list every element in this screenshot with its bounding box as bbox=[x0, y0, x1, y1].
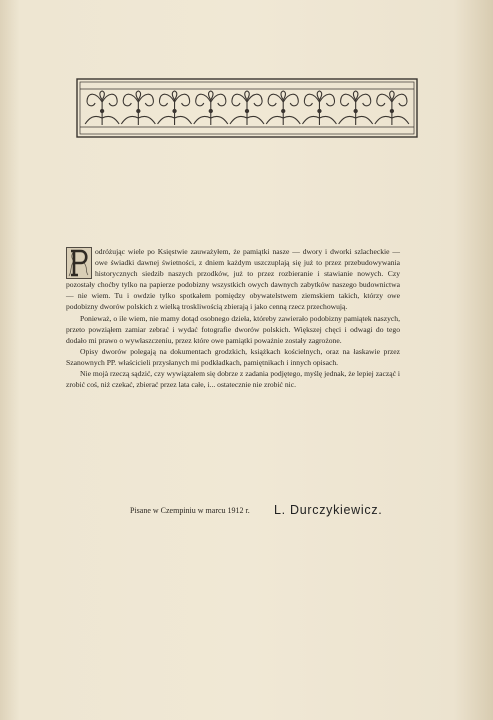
dropcap-p-icon bbox=[66, 247, 92, 279]
place-date-line: Pisane w Czempiniu w marcu 1912 r. bbox=[130, 506, 250, 515]
frieze-motif bbox=[302, 91, 336, 125]
preface-text bbox=[66, 246, 400, 390]
frieze-motif bbox=[85, 91, 119, 125]
frieze-motif bbox=[375, 91, 409, 125]
signature-block bbox=[130, 504, 410, 520]
frieze-motif bbox=[266, 91, 300, 125]
frieze-motif bbox=[230, 91, 264, 125]
frieze-motif bbox=[158, 91, 192, 125]
author-signature: L. Durczykiewicz. bbox=[274, 503, 383, 517]
frieze-motif bbox=[194, 91, 228, 125]
paragraph-4: Nie mojà rzeczą sądzić, czy wywiązałem się dobrze z zadania podjętego, myślę jednak, że lepiej zacząć i zrobić coś, niż czekać, zbierać przez lata całe, i... ostatecznie nie zrobić nic. bbox=[66, 369, 400, 390]
paragraph-3: Opisy dworów polegają na dokumentach grodzkich, książkach kościelnych, oraz na łaskawie przez Szanownych PP. właścicieli przysłanych mi podkładkach, pamiętnikach i innych opisach. bbox=[66, 346, 400, 367]
paragraph-1: odróżując wiele po Księstwie zauważyłem, że pamiątki nasze — dwory i dworki szlacheckie — owe świadki dawnej świetności, z dniem każdym uszczuplają się już to przez przebudowywania historycznych siedzib naszych przodków, już to przez rozbieranie i stawianie nowych. Czy pozostały choćby tylko na papierze podobizny wszystkich owych dawnych zabytków naszego budownictwa — nie wiem. Tu i owdzie tylko spotkałem pomiędzy obywatelstwem ziemskiem takich, którzy owe podobizny dworów polskich z wielką troskliwością zbierają i jako cenną rzecz przechowują. bbox=[66, 247, 400, 312]
frieze-motif bbox=[339, 91, 373, 125]
frieze-motif bbox=[121, 91, 155, 125]
paragraph-2: Ponieważ, o ile wiem, nie mamy dotąd osobnego dzieła, któreby zawierało podobizny pamiątek naszych, przeto powziąłem zamiar zebrać i wydać fotografie dworów polskich. Większej chęci i odwagi do tego dodało mi prawo o wywłaszczeniu, przez które owe pamiątki poważnie zostały zagrożone. bbox=[66, 313, 400, 345]
ornament-frieze-icon bbox=[76, 78, 418, 138]
